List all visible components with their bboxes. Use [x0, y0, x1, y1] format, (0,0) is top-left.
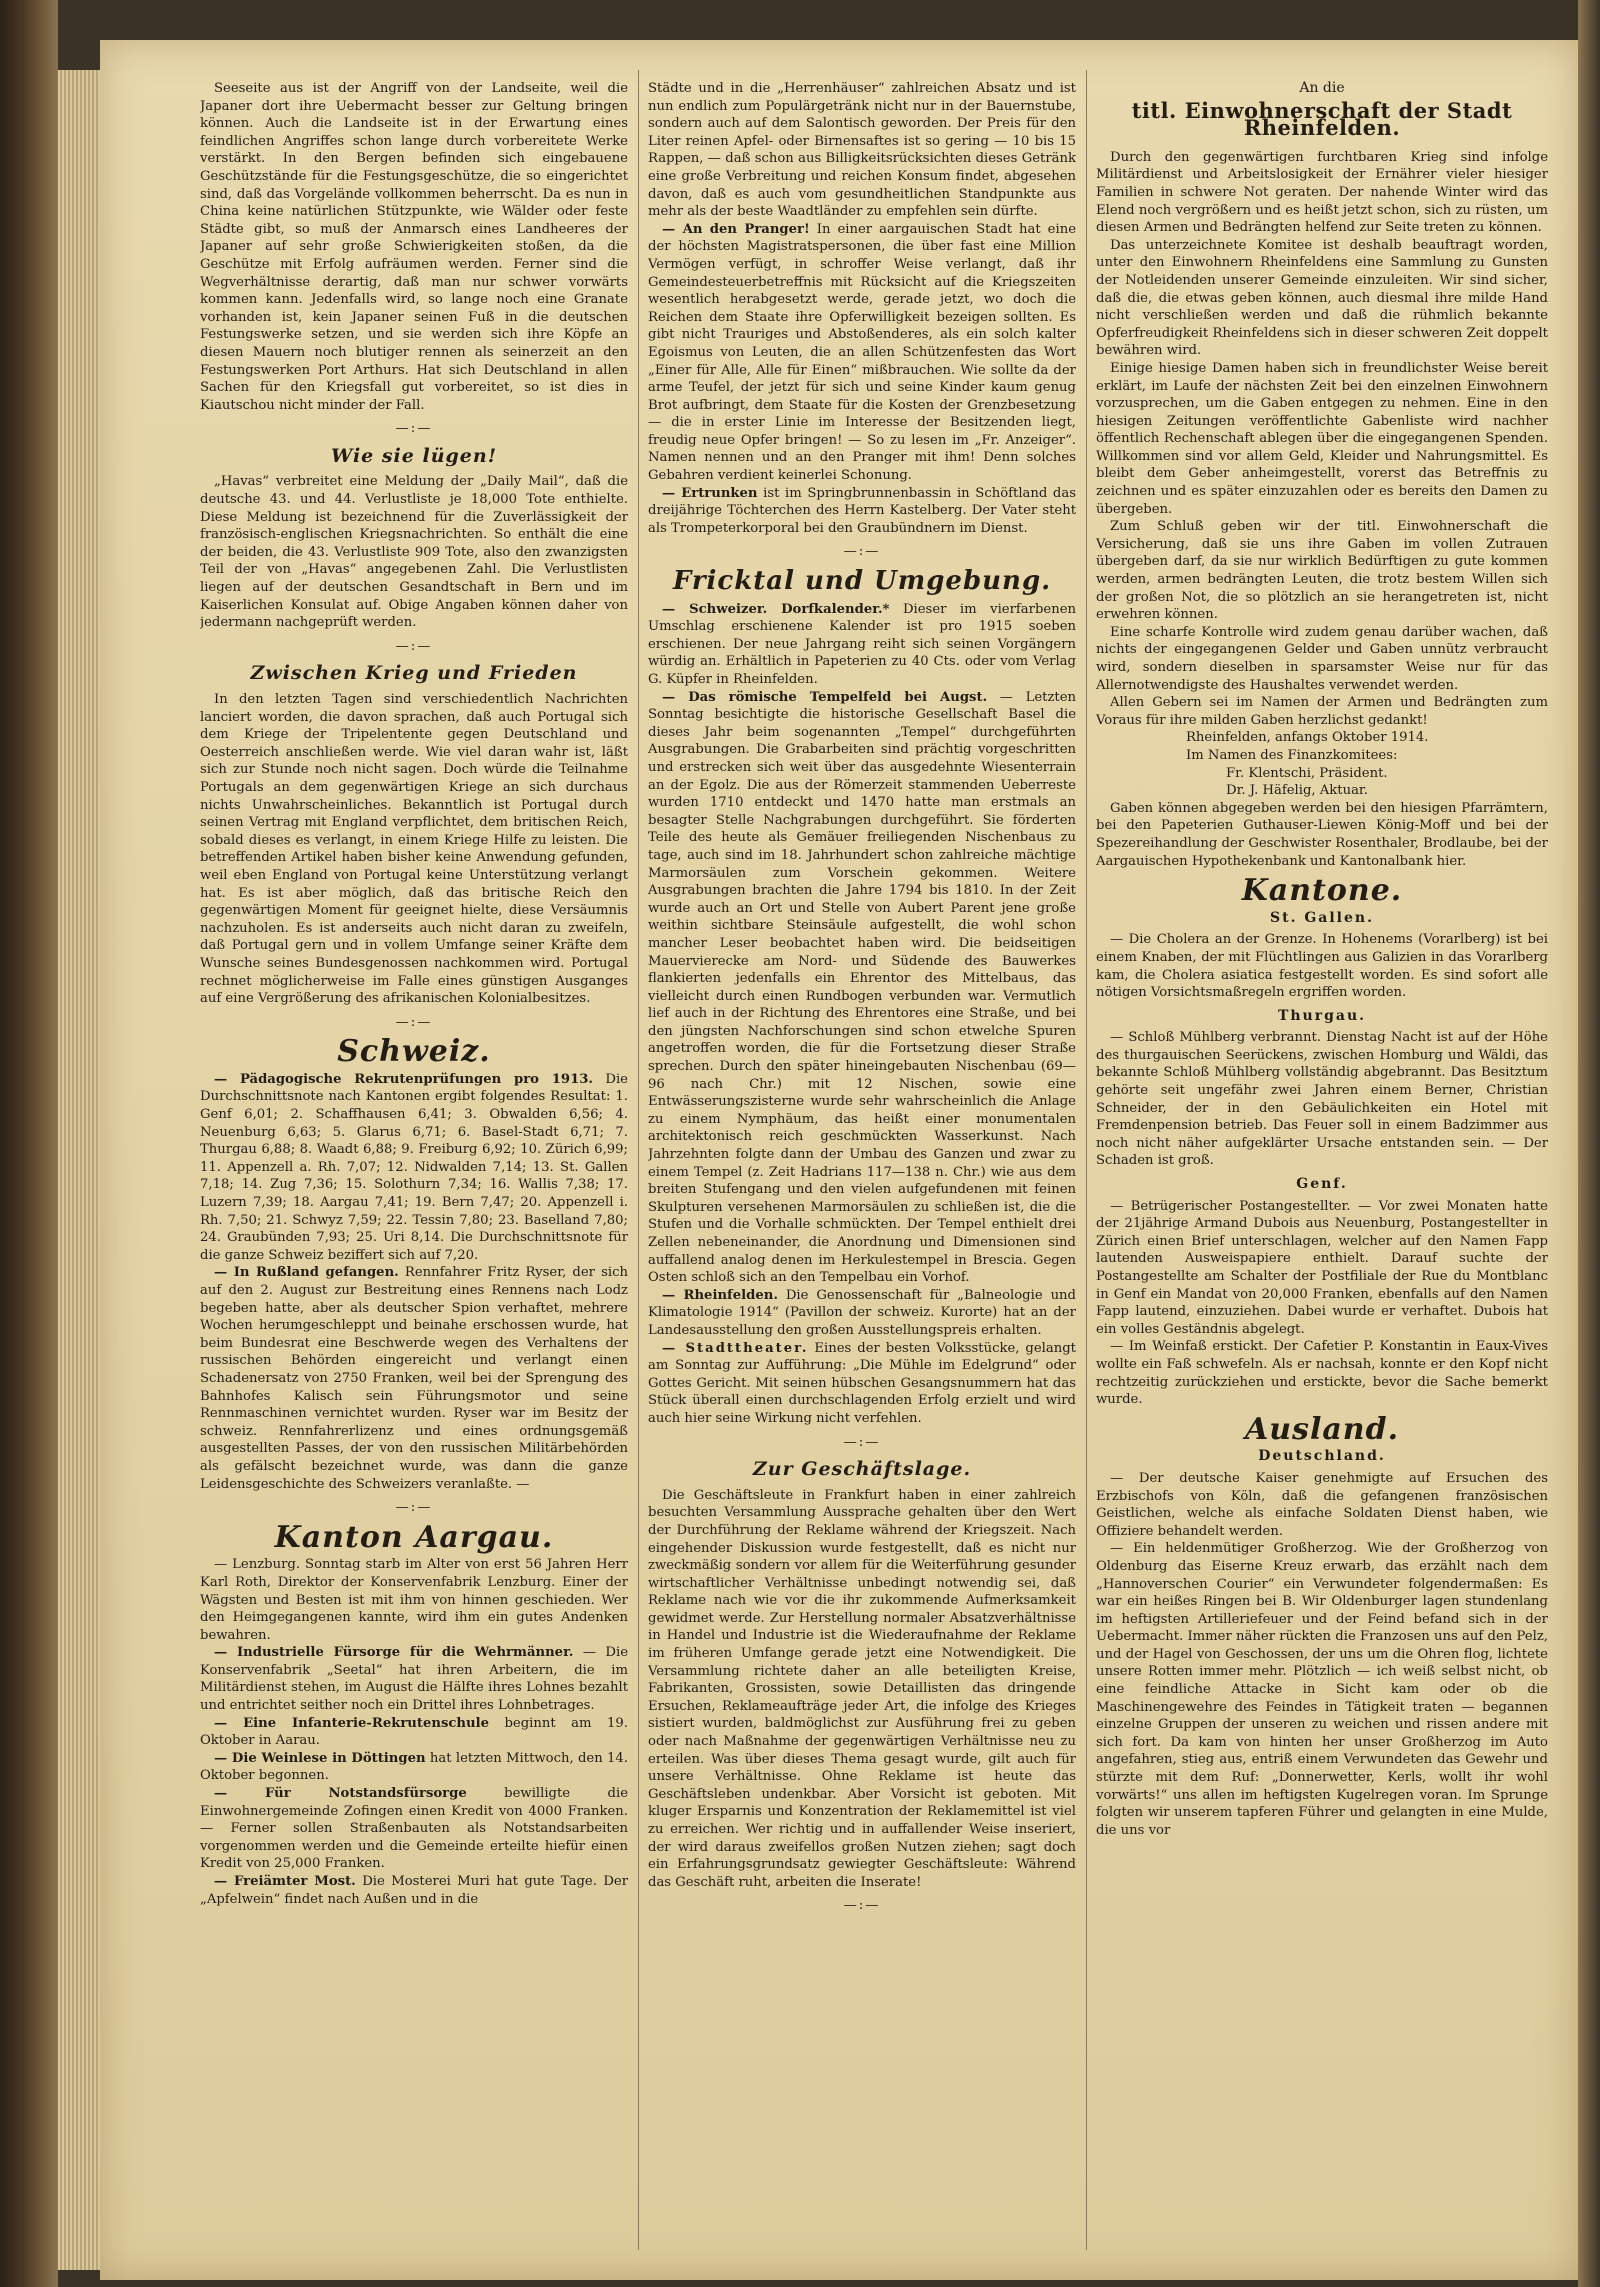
- paragraph: „Havas“ verbreitet eine Meldung der „Daily Mail“, daß die deutsche 43. und 44. Verlustliste je 18,000 Tote enthielte. Diese Meldung ist bezeichnend für die Zuverlässigkeit der französisch-englischen Kriegsnachrichten. So enthält die eine der beiden, die 43. Verlustliste 909 Tote, also den zwanzigsten Teil der von „Havas“ angegebenen Zahl. Die Verlustlisten liegen auf der deutschen Gesandtschaft in Bern und im Kaiserlichen Konsulat auf. Obige Angaben können daher von jedermann nachgeprüft werden.: [200, 474, 628, 631]
- separator: —:—: [395, 1014, 433, 1030]
- article: [200, 1264, 628, 1493]
- paragraph: In den letzten Tagen sind verschiedentlich Nachrichten lanciert worden, die davon sprachen, daß auch Portugal sich dem Kriege der Tripelentente gegen Deutschland und Oesterreich anschließen werde. Wie viel daran wahr ist, läßt sich zur Stunde noch nicht sagen. Doch würde die Teilnahme Portugals an dem gegenwärtigen Kriege an sich durchaus nichts Unwahrscheinliches. Bekanntlich ist Portugal durch seinen Vertrag mit England verpflichtet, dem britischen Reich, sobald dieses es verlangt, in einem Kriege Hilfe zu leisten. Die betreffenden Artikel haben bisher keine Anwendung gefunden, weil eben England von Portugal keine Unterstützung verlangt hat. Es ist aber möglich, daß das britische Reich den gegenwärtigen Moment für geeignet hielte, diese Versäumnis nachzuholen. Es ist anderseits auch nicht daran zu zweifeln, daß Portugal gern und in vollem Umfange seiner Kräfte dem Wunsche seines Bundesgenossen nachkommen wird. Portugal rechnet möglicherweise im Falle eines günstigen Ausganges auf eine Vergrößerung des afrikanischen Kolonialbesitzes.: [200, 692, 628, 1007]
- headline-wie-sie-luegen: Wie sie lügen!: [330, 444, 498, 467]
- notice-date: Rheinfelden, anfangs Oktober 1914.: [1186, 730, 1429, 746]
- paragraph: Einige hiesige Damen haben sich in freundlichster Weise bereit erklärt, im Laufe der nächsten Zeit bei den einzelnen Einwohnern vorzusprechen, um die Gaben entgegen zu nehmen. Eine in den hiesigen Zeitungen veröffentlichte Gabenliste wird nachher öffentlich Rechenschaft ablegen über die eingegangenen Spenden. Willkommen sind vor allem Geld, Kleider und Nahrungsmittel. Es bleibt dem Geber anheimgestellt, vorerst das Betreffnis zu zeichnen und es später einzuzahlen oder es bereits den Damen zu übergeben.: [1096, 360, 1548, 517]
- article-lead: — Pädagogische Rekrutenprüfungen pro 1913.: [214, 1071, 594, 1087]
- article-lead: — Ertrunken: [662, 485, 758, 501]
- column-rule: [1086, 70, 1087, 2250]
- paragraph: Seeseite aus ist der Angriff von der Landseite, weil die Japaner dort ihre Uebermacht besser zur Geltung bringen können. Auch die Landseite ist in der Erwartung eines feindlichen Angriffes schon lange durch vorbereitete Werke verstärkt. In den Bergen befinden sich eingebauene Geschützstände für die Festungsgeschütze, die so eingerichtet sind, daß das Vorgelände vollkommen beherrscht. Da es nun in China keine natürlichen Stützpunkte, wie Wälder oder feste Städte gibt, so muß der Anmarsch eines Landheeres der Japaner auf sehr große Schwierigkeiten stoßen, da die Geschütze mit Erfolg aufräumen werden. Ferner sind die Wegverhältnisse derartig, daß man nur schwer vorwärts kommen kann. Jedenfalls wird, so lange noch eine Granate vorhanden ist, kein Japaner seinen Fuß in die deutschen Festungswerke setzen, und sie werden sich ihre Köpfe an diesen Mauern noch blutiger rennen als seinerzeit an den Festungswerken Port Arthurs. Hat sich Deutschland in allen Sachen für den Kriegsfall gut vorbereitet, so ist dies in Kiautschou nicht minder der Fall.: [200, 81, 628, 413]
- signature-line: Fr. Klentschi, Präsident.: [1226, 765, 1388, 781]
- notice-header-small: An die: [1299, 80, 1345, 96]
- paragraph: Durch den gegenwärtigen furchtbaren Krieg sind infolge Militärdienst und Arbeitslosigkeit der Ernährer vieler hiesiger Familien in schwere Not geraten. Der nahende Winter wird das Elend noch vergrößern und es heißt jetzt schon, sich zu rüsten, um diesen Armen und Bedrängten helfend zur Seite treten zu können.: [1096, 149, 1548, 236]
- subsection-deutschland: Deutschland.: [1258, 1448, 1386, 1465]
- book-spine: [0, 0, 58, 2287]
- article-lead: — Eine Infanterie-Rekrutenschule: [214, 1715, 489, 1731]
- headline-zur-geschaeftslage: Zur Geschäftslage.: [752, 1458, 972, 1481]
- article-body: Rennfahrer Fritz Ryser, der sich auf den 2. August zur Bestreitung eines Rennens nach Lodz begeben hatte, aber als deutscher Spion verhaftet, mehrere Wochen herumgeschleppt und beinahe erschossen wurde, hat beim Bundesrat eine Beschwerde wegen des Verhaltens der russischen Behörden eingereicht und verlangt einen Schadenersatz von 2750 Franken, weil bei der Sprengung des Bahnhofes Kalisch sein Führungsmotor und seine Rennmaschinen vernichtet wurden. Ryser war im Besitz der schweiz. Rennfahrerlizenz und eines ordnungsgemäß ausgestellten Passes, der von den russischen Militärbehörden als gefälscht bezeichnet wurde, was dann die ganze Leidensgeschichte des Schweizers veranlaßte. —: [200, 1265, 628, 1492]
- article: [200, 1644, 628, 1714]
- subsection-st-gallen: St. Gallen.: [1270, 909, 1374, 926]
- article-lead: — An den Pranger!: [662, 221, 810, 237]
- article-body: Die Durchschnittsnote nach Kantonen ergibt folgendes Resultat: 1. Genf 6,01; 2. Schaffhausen 6,41; 3. Obwalden 6,56; 4. Neuenburg 6,63; 5. Glarus 6,71; 6. Basel-Stadt 6,71; 7. Thurgau 6,88; 8. Waadt 6,88; 9. Freiburg 6,92; 10. Zürich 6,99; 11. Appenzell a. Rh. 7,07; 12. Nidwalden 7,14; 13. St. Gallen 7,18; 14. Zug 7,36; 15. Solothurn 7,34; 16. Wallis 7,38; 17. Luzern 7,39; 18. Aargau 7,41; 19. Bern 7,47; 20. Appenzell i. Rh. 7,50; 21. Schwyz 7,59; 22. Tessin 7,80; 23. Baselland 7,80; 24. Graubünden 7,93; 25. Uri 8,14. Die Durchschnittsnote für die ganze Schweiz beziffert sich auf 7,20.: [200, 1071, 628, 1263]
- separator: —:—: [843, 544, 881, 560]
- paragraph: Allen Gebern sei im Namen der Armen und Bedrängten zum Voraus für ihre milden Gaben herzlichst gedankt!: [1096, 695, 1548, 728]
- signature-line: Im Namen des Finanzkomitees:: [1186, 747, 1398, 763]
- paragraph: — Die Cholera an der Grenze. In Hohenems (Vorarlberg) ist bei einem Knaben, der mit Flüchtlingen aus Galizien in das Vorarlberg kam, die Cholera asiatica festgestellt worden. Es sind sofort alle nötigen Vorsichtsmaßregeln ergriffen worden.: [1096, 932, 1548, 1001]
- notice-header: titl. Einwohnerschaft der Stadt Rheinfelden.: [1131, 97, 1513, 141]
- signature-line: Dr. J. Häfelig, Aktuar.: [1226, 783, 1368, 799]
- subsection-genf: Genf.: [1296, 1176, 1348, 1193]
- section-title-schweiz: Schweiz.: [337, 1034, 491, 1070]
- section-title-fricktal: Fricktal und Umgebung.: [672, 566, 1052, 597]
- paragraph: — Im Weinfaß erstickt. Der Cafetier P. Konstantin in Eaux-Vives wollte ein Faß schwefeln. Als er nachsah, konnte er den Kopf nicht rechtzeitig zurückziehen und erstickte, bevor die Sache bemerkt wurde.: [1096, 1339, 1548, 1408]
- column-1: [200, 80, 628, 2240]
- separator: —:—: [395, 1500, 433, 1516]
- article: [648, 601, 1076, 689]
- article: [200, 1071, 628, 1265]
- column-2: [648, 80, 1076, 2240]
- article-body: Die Genossenschaft für „Balneologie und Klimatologie 1914“ (Pavillon der schweiz. Kurorte) hat an der Landesausstellung den großen Ausstellungspreis erhalten.: [648, 1287, 1076, 1338]
- paragraph: — Betrügerischer Postangestellter. — Vor zwei Monaten hatte der 21jährige Armand Dubois aus Neuenburg, Postangestellter in Zürich einen Brief unterschlagen, welcher auf den Namen Fapp lautenden Ausweispapiere enthielt. Darauf suchte der Postangestellte am Schalter der Postfiliale der Rue du Montblanc in Genf ein Mandat von 20,000 Franken, ebenfalls auf den Namen Fapp lautend, einzuziehen. Dabei wurde er verhaftet. Dubois hat ein volles Geständnis abgelegt.: [1096, 1198, 1548, 1337]
- article: [648, 485, 1076, 538]
- paragraph: Eine scharfe Kontrolle wird zudem genau darüber wachen, daß nichts der eingegangenen Gelder und Gaben unnütz verbraucht wird, sondern dieselben in sparsamster Weise nur für das Allernotwendigste des Haushaltes verwendet werden.: [1096, 624, 1548, 693]
- paragraph: — Ein heldenmütiger Großherzog. Wie der Großherzog von Oldenburg das Eiserne Kreuz erwarb, das erzählt nach dem „Hannoverschen Courier“ ein Verwundeter folgendermaßen: Es war ein heißes Ringen bei B. Wir Oldenburger lagen stundenlang im heftigsten Artilleriefeuer und der Feind befand sich in der Uebermacht. Immer näher rückten die Franzosen uns auf den Pelz, und der Hagel von Geschossen, der uns um die Ohren flog, lichtete unsere Rotten immer mehr. Plötzlich — ich weiß selbst nicht, ob eine feindliche Attacke in Sicht kam oder ob die Maschinengewehre des Feindes in Tätigkeit traten — begannen einzelne Gruppen der unseren zu weichen und rissen andere mit sich fort. Da kam von hinten her unser Großherzog im Auto angefahren, stieg aus, entriß einem Verwundeten das Gewehr und stürzte mit dem Ruf: „Donnerwetter, Kerls, wollt ihr wohl vorwärts!“ uns allen im heftigsten Kugelregen voran. Im Sprunge folgten wir unserem tapferen Führer und gelangten in eine Mulde, die uns vor: [1096, 1541, 1548, 1838]
- article: [200, 1750, 628, 1785]
- article-body: beginnt am 19. Oktober in Aarau.: [200, 1715, 628, 1749]
- article-body: hat letzten Mittwoch, den 14. Oktober begonnen.: [200, 1750, 628, 1784]
- article: [200, 1873, 628, 1908]
- article-lead: — Stadttheater.: [662, 1340, 809, 1356]
- paragraph: — Lenzburg. Sonntag starb im Alter von erst 56 Jahren Herr Karl Roth, Direktor der Konservenfabrik Lenzburg. Einer der Wägsten und Besten ist mit ihm von hinnen geschieden. Wer den Heimgegangenen kannte, wird ihm ein gutes Andenken bewahren.: [200, 1557, 628, 1643]
- paragraph: — Der deutsche Kaiser genehmigte auf Ersuchen des Erzbischofs von Köln, daß die gefangenen französischen Geistlichen, welche als einfache Soldaten Dienst haben, wie Offiziere behandelt werden.: [1096, 1470, 1548, 1539]
- column-rule: [638, 70, 639, 2250]
- paragraph: Die Geschäftsleute in Frankfurt haben in einer zahlreich besuchten Versammlung Aussprache gehalten über den Wert der Durchführung der Reklame während der Kriegszeit. Nach eingehender Diskussion wurde festgestellt, daß es nicht nur zweckmäßig sondern vor allem für die Weiterführung gesunder wirtschaftlicher Verhältnisse unbedingt notwendig sei, daß Reklame nach wie vor die ihr zukommende Aufmerksamkeit gewidmet werde. Zur Herstellung normaler Absatzverhältnisse in Handel und Industrie ist die Wiederaufnahme der Reklame im früheren Umfange gerade jetzt eine Notwendigkeit. Die Versammlung richtete daher an alle beteiligten Kreise, Fabrikanten, Grossisten, sowie Detaillisten das dringende Ersuchen, Reklameaufträge jeder Art, die infolge des Krieges sistiert wurden, baldmöglichst zur Ausführung frei zu geben oder nach Maßnahme der gegenwärtigen Verhältnisse neu zu erteilen. Was über dieses Thema gesagt wurde, gilt auch für unsere Verhältnisse. Ohne Reklame ist heute das Geschäftsleben undenkbar. Aber Vorsicht ist geboten. Mit kluger Ersparnis und Konzentration der Reklamemittel ist viel zu erreichen. Wer richtig und in auffallender Weise inseriert, der wird daraus zweifellos großen Nutzen ziehen; sagt doch ein Erfahrungsgrundsatz gewiegter Geschäftsleute: Während das Geschäft ruht, arbeiten die Inserate!: [648, 1487, 1076, 1890]
- article-body: ist im Springbrunnenbassin in Schöftland das dreijährige Töchterchen des Herrn Kastelberg. Der Vater steht als Trompeterkorporal bei den Graubündnern im Dienst.: [648, 485, 1076, 536]
- article-lead: — Rheinfelden.: [662, 1287, 778, 1303]
- separator: —:—: [395, 421, 433, 437]
- article: [200, 1715, 628, 1750]
- paragraph: Städte und in die „Herrenhäuser“ zahlreichen Absatz und ist nun endlich zum Populärgetränk nicht nur in der Bauernstube, sondern auch auf dem Salontisch geworden. Der Preis für den Liter reinen Apfel- oder Birnensaftes ist so gering — 10 bis 15 Rappen, — daß schon aus Billigkeitsrücksichten dieses Getränk eine große Verbreitung und reichen Konsum findet, abgesehen davon, daß es auch vom gesundheitlichen Standpunkte aus mehr als der beste Waadtländer zu empfehlen sein dürfte.: [648, 81, 1076, 220]
- right-binding-edge: [1578, 0, 1600, 2287]
- article-lead: — Das römische Tempelfeld bei Augst.: [662, 689, 988, 705]
- section-title-ausland: Ausland.: [1244, 1411, 1400, 1447]
- section-title-kantone: Kantone.: [1241, 873, 1403, 909]
- paragraph: — Schloß Mühlberg verbrannt. Dienstag Nacht ist auf der Höhe des thurgauischen Seerückens, zwischen Homburg und Wäldi, das bekannte Schloß Mühlberg vollständig abgebrannt. Das Besitztum gehörte seit ungefähr zwei Jahren einem Berner, Christian Schneider, der in den Gebäulichkeiten ein Hotel mit Fremdenpension betrieb. Das Feuer soll in einem Badzimmer aus noch nicht näher aufgeklärter Ursache entstanden sein. — Der Schaden ist groß.: [1096, 1030, 1548, 1169]
- article-body: Dieser im vierfarbenen Umschlag erschienene Kalender ist pro 1915 soeben erschienen. Der neue Jahrgang reiht sich seinen Vorgängern würdig an. Erhältlich in Papeterien zu 40 Cts. oder vom Verlag G. Küpfer in Rheinfelden.: [648, 601, 1076, 687]
- separator: —:—: [395, 638, 433, 654]
- separator: —:—: [843, 1898, 881, 1914]
- article-body: Die Mosterei Muri hat gute Tage. Der „Apfelwein“ findet nach Außen und in die: [200, 1874, 628, 1907]
- article: [648, 689, 1076, 1287]
- paragraph: Gaben können abgegeben werden bei den hiesigen Pfarrämtern, bei den Papeterien Guthauser-Liewen König-Moff und bei der Spezereihandlung der Geschwister Rosenthaler, Brodlaube, bei der Aargauischen Hypothekenbank und Kantonalbank hier.: [1096, 800, 1548, 869]
- article-body: bewilligte die Einwohnergemeinde Zofingen einen Kredit von 4000 Franken. — Ferner sollen Straßenbauten als Notstandsarbeiten vorgenommen werden und die Gemeinde erteilte hiefür einen Kredit von 25,000 Franken.: [200, 1786, 628, 1872]
- article: [648, 1340, 1076, 1428]
- article-body: — Letzten Sonntag besichtigte die historische Gesellschaft Basel die dieses Jahr beim sogenannten „Tempel“ durchgeführten Ausgrabungen. Die Grabarbeiten sind prächtig vorgeschritten und erstrecken sich weit über das ausgedehnte Wiesenterrain an der Egolz. Die aus der Römerzeit stammenden Ueberreste wurden 1710 entdeckt und 1470 hatte man erstmals an besagter Stelle Nachgrabungen durchgeführt. Sie förderten Teile des heute als Gemäuer freiliegenden Nischenbaus zu tage, auch sind im 18. Jahrhundert schon zahlreiche mächtige Marmorsäulen zum Vorschein gekommen. Weitere Ausgrabungen brachten die Jahre 1794 bis 1810. In der Zeit wurde auch an Ort und Stelle von Aubert Parent jene große weithin sichtbare Steinsäule aufgestellt, die wohl schon mancher Leser beobachtet haben wird. Die beidseitigen Mauervierecke am Nord- und Südende des Bauwerkes flankierten jedenfalls ein Ehrentor des Mittelbaus, das vielleicht durch einen Rundbogen verbunden war. Vermutlich lief auch in der Richtung des Ehrentores eine Straße, und bei den jüngsten Nachforschungen sind schon etwelche Spuren angetroffen worden, die für die Fortsetzung dieser Straße sprechen. Durch den später hineingebauten Nischenbau (69—96 nach Chr.) mit 12 Nischen, sowie eine Entwässerungszisterne wurde sehr wahrscheinlich die Anlage zu einem Nymphäum, das heißt einer monumentalen architektonisch reich geschmückten Wasserkunst. Nach Jahrzehnten folgte dann der Umbau des Ganzen und zwar zu einem Tempel (z. Zeit Hadrians 117—138 n. Chr.) wie aus dem breiten Stufengang und den vielen aufgefundenen mit feinen Skulpturen versehenen Marmorsäulen zu schließen ist, die die Stufen und die Vorhalle schmückten. Der Tempel enthielt drei Zellen nebeneinander, die Anordnung und Dimensionen sind auffallend analog denen im Herkulestempel in Brescia. Gegen Osten schloß sich an den Tempelbau ein Vorhof.: [648, 689, 1076, 1286]
- article-lead: — Industrielle Fürsorge für die Wehrmänner.: [214, 1645, 574, 1661]
- article-lead: — Freiämter Most.: [214, 1874, 356, 1889]
- article-body: In einer aargauischen Stadt hat eine der höchsten Magistratspersonen, die über fast eine Million Vermögen verfügt, in schroffer Weise verlangt, daß ihr Gemeindesteuerbetreffnis mit Rücksicht auf die Kriegszeiten wesentlich herabgesetzt werde, gerade jetzt, wo doch die Reichen dem Staate ihre Opferwilligkeit bezeigen sollten. Es gibt nicht Trauriges und Abstoßenderes, als ein solch kalter Egoismus von Leuten, die an allen Schützenfesten das Wort „Einer für Alle, Alle für Einen“ mißbrauchen. Wie sollte da der arme Teufel, der jetzt für sich und seine Kinder kaum genug Brot aufbringt, dem Staate für die Kosten der Grenzbesetzung — die in erster Linie im Interesse der Besitzenden liegt, freudig neue Opfer bringen! — So zu lesen im „Fr. Anzeiger“. Namen nennen und an den Pranger mit ihm! Denn solches Gebahren verdient keinerlei Schonung.: [648, 221, 1076, 484]
- paragraph: Das unterzeichnete Komitee ist deshalb beauftragt worden, unter den Einwohnern Rheinfeldens eine Sammlung zu Gunsten der Notleidenden unserer Gemeinde einzuleiten. Wir sind sicher, daß die, die etwas geben können, auch diesmal ihre milde Hand nicht verschließen werden und daß die rühmlich bekannte Opferfreudigkeit Rheinfeldens sich in dieser schweren Zeit doppelt bewähren wird.: [1096, 237, 1548, 359]
- article-lead: — Die Weinlese in Döttingen: [214, 1750, 426, 1766]
- section-title-kanton-aargau: Kanton Aargau.: [274, 1519, 554, 1555]
- separator: —:—: [843, 1434, 881, 1450]
- article: [648, 221, 1076, 485]
- article: [200, 1785, 628, 1873]
- article-lead: — Für Notstandsfürsorge: [214, 1786, 467, 1802]
- article-body: Eines der besten Volksstücke, gelangt am Sonntag zur Aufführung: „Die Mühle im Edelgrund“ oder Gottes Gericht. Mit seinen hübschen Gesangsnummern hat das Stück überall einen durchschlagenden Erfolg erzielt und wird auch hier seine Wirkung nicht verfehlen.: [648, 1340, 1076, 1426]
- column-3: [1096, 80, 1548, 2240]
- subsection-thurgau: Thurgau.: [1277, 1007, 1367, 1024]
- article-lead: — Schweizer. Dorfkalender.*: [662, 601, 890, 617]
- article-body: — Die Konservenfabrik „Seetal“ hat ihren Arbeitern, die im Militärdienst stehen, im August die Hälfte ihres Lohnes bezahlt und entrichtet seither noch ein Drittel ihres Lohnbetrages.: [200, 1645, 628, 1714]
- headline-zwischen-krieg-und-frieden: Zwischen Krieg und Frieden: [250, 662, 578, 685]
- paragraph: Zum Schluß geben wir der titl. Einwohnerschaft die Versicherung, daß sie uns ihre Gaben im vollen Zutrauen übergeben darf, da sie nur wirklich Bedürftigen zu gute kommen werden, armen bedrängten Leuten, die trotz bestem Willen sich der großen Not, die so plötzlich an sie herangetreten ist, nicht erwehren können.: [1096, 519, 1548, 623]
- article-lead: — In Rußland gefangen.: [214, 1265, 399, 1281]
- article: [648, 1287, 1076, 1340]
